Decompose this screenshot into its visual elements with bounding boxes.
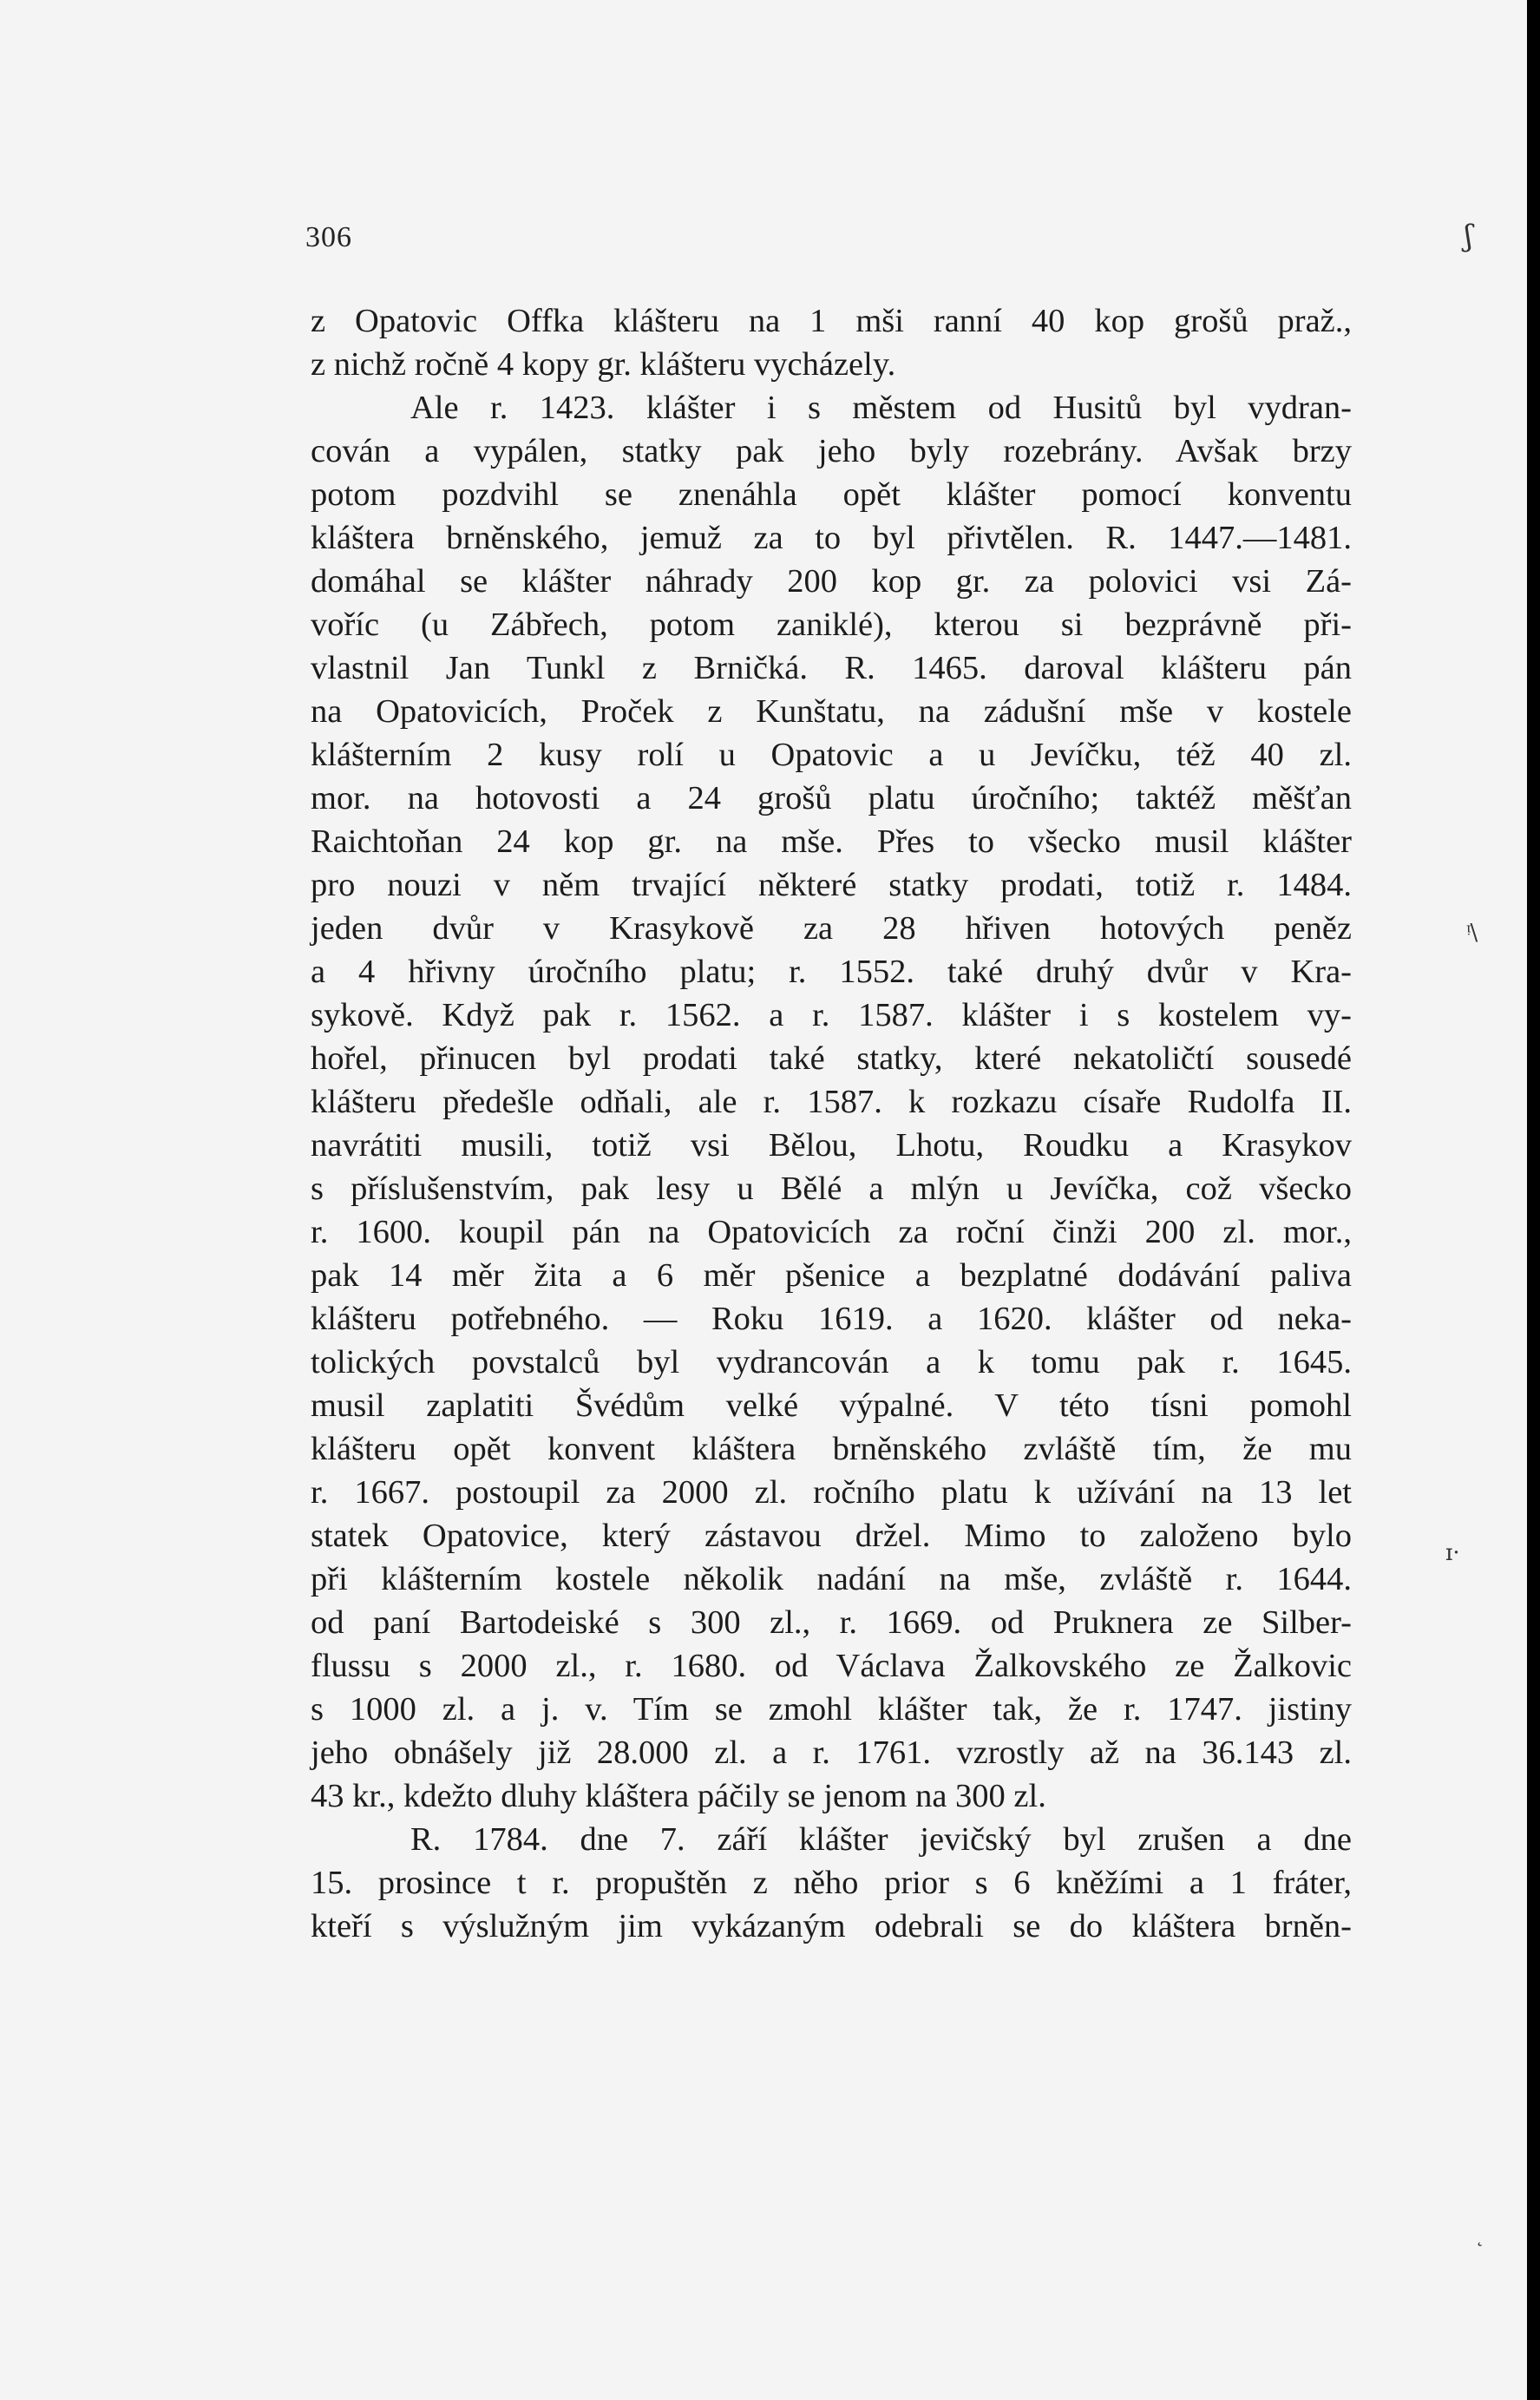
text-line: Ale r. 1423. klášter i s městem od Husitů byl vydran- <box>410 390 1352 426</box>
text-line: navrátiti musili, totiž vsi Bělou, Lhotu, Roudku a Krasykov <box>311 1127 1352 1164</box>
text-line: na Opatovicích, Proček z Kunštatu, na zádušní mše v kostele <box>311 693 1352 730</box>
text-line: sykově. Když pak r. 1562. a r. 1587. klášter i s kostelem vy- <box>311 997 1352 1033</box>
text-line: při klášterním kostele několik nadání na mše, zvláště r. 1644. <box>311 1561 1352 1597</box>
text-line: voříc (u Zábřech, potom zaniklé), kterou si bezprávně při- <box>311 607 1352 643</box>
text-line: z Opatovic Offka klášteru na 1 mši ranní 40 kop grošů praž., <box>311 303 1352 339</box>
text-line: od paní Bartodeiské s 300 zl., r. 1669. od Pruknera ze Silber- <box>311 1604 1352 1641</box>
scan-edge <box>1527 0 1540 2400</box>
text-line: domáhal se klášter náhrady 200 kop gr. za polovici vsi Zá- <box>311 563 1352 600</box>
body-text <box>311 299 1352 1948</box>
text-line: s příslušenstvím, pak lesy u Bělé a mlýn u Jevíčka, což všecko <box>311 1170 1352 1207</box>
text-line: a 4 hřivny úročního platu; r. 1552. také druhý dvůr v Kra- <box>311 954 1352 990</box>
text-line: musil zaplatiti Švédům velké výpalné. V této tísni pomohl <box>311 1387 1352 1424</box>
text-line: potom pozdvihl se znenáhla opět klášter pomocí konventu <box>311 476 1352 513</box>
text-line: kláštera brněnského, jemuž za to byl přivtělen. R. 1447.—1481. <box>311 520 1352 556</box>
text-line: s 1000 zl. a j. v. Tím se zmohl klášter tak, že r. 1747. jistiny <box>311 1691 1352 1728</box>
text-line: r. 1667. postoupil za 2000 zl. ročního platu k užívání na 13 let <box>311 1474 1352 1511</box>
text-line: tolických povstalců byl vydrancován a k tomu pak r. 1645. <box>311 1344 1352 1380</box>
text-line: 43 kr., kdežto dluhy kláštera páčily se jenom na 300 zl. <box>311 1778 1046 1814</box>
text-line: vlastnil Jan Tunkl z Brničká. R. 1465. daroval klášteru pán <box>311 650 1352 686</box>
text-line: R. 1784. dne 7. září klášter jevičský byl zrušen a dne <box>410 1821 1352 1858</box>
text-line: hořel, přinucen byl prodati také statky, které nekatoličtí sousedé <box>311 1040 1352 1077</box>
text-line: klášteru potřebného. — Roku 1619. a 1620. klášter od neka- <box>311 1301 1352 1337</box>
text-line: jeho obnášely již 28.000 zl. a r. 1761. vzrostly až na 36.143 zl. <box>311 1734 1352 1771</box>
text-line: 15. prosince t r. propuštěn z něho prior s 6 kněžími a 1 fráter, <box>311 1865 1352 1901</box>
text-line: pro nouzi v něm trvající některé statky prodati, totiž r. 1484. <box>311 867 1352 903</box>
page-number: 306 <box>305 221 352 253</box>
text-line: pak 14 měr žita a 6 měr pšenice a bezplatné dodávání paliva <box>311 1257 1352 1294</box>
text-line: klášteru předešle odňali, ale r. 1587. k rozkazu císaře Rudolfa II. <box>311 1084 1352 1120</box>
text-line: statek Opatovice, který zástavou držel. Mimo to založeno bylo <box>311 1518 1352 1554</box>
text-line: kteří s výslužným jim vykázaným odebrali se do kláštera brněn- <box>311 1908 1352 1944</box>
text-line: mor. na hotovosti a 24 grošů platu úročního; taktéž měšťan <box>311 780 1352 816</box>
text-line: Raichtoňan 24 kop gr. na mše. Přes to všecko musil klášter <box>311 823 1352 860</box>
text-line: z nichž ročně 4 kopy gr. klášteru vycházely. <box>311 346 896 383</box>
text-line: klášterním 2 kusy rolí u Opatovic a u Jevíčku, též 40 zl. <box>311 737 1352 773</box>
margin-mark: ʃ <box>1465 219 1473 253</box>
text-line: r. 1600. koupil pán na Opatovicích za roční činži 200 zl. mor., <box>311 1214 1352 1250</box>
margin-mark: ᵎ\ <box>1466 920 1478 946</box>
margin-mark: ˛ <box>1475 2226 1484 2247</box>
text-line: flussu s 2000 zl., r. 1680. od Václava Žalkovského ze Žalkovic <box>311 1648 1352 1684</box>
text-line: cován a vypálen, statky pak jeho byly rozebrány. Avšak brzy <box>311 433 1352 469</box>
margin-mark: ɪ· <box>1445 1540 1460 1566</box>
text-line: klášteru opět konvent kláštera brněnského zvláště tím, že mu <box>311 1431 1352 1467</box>
text-line: jeden dvůr v Krasykově za 28 hřiven hotových peněz <box>311 910 1352 947</box>
